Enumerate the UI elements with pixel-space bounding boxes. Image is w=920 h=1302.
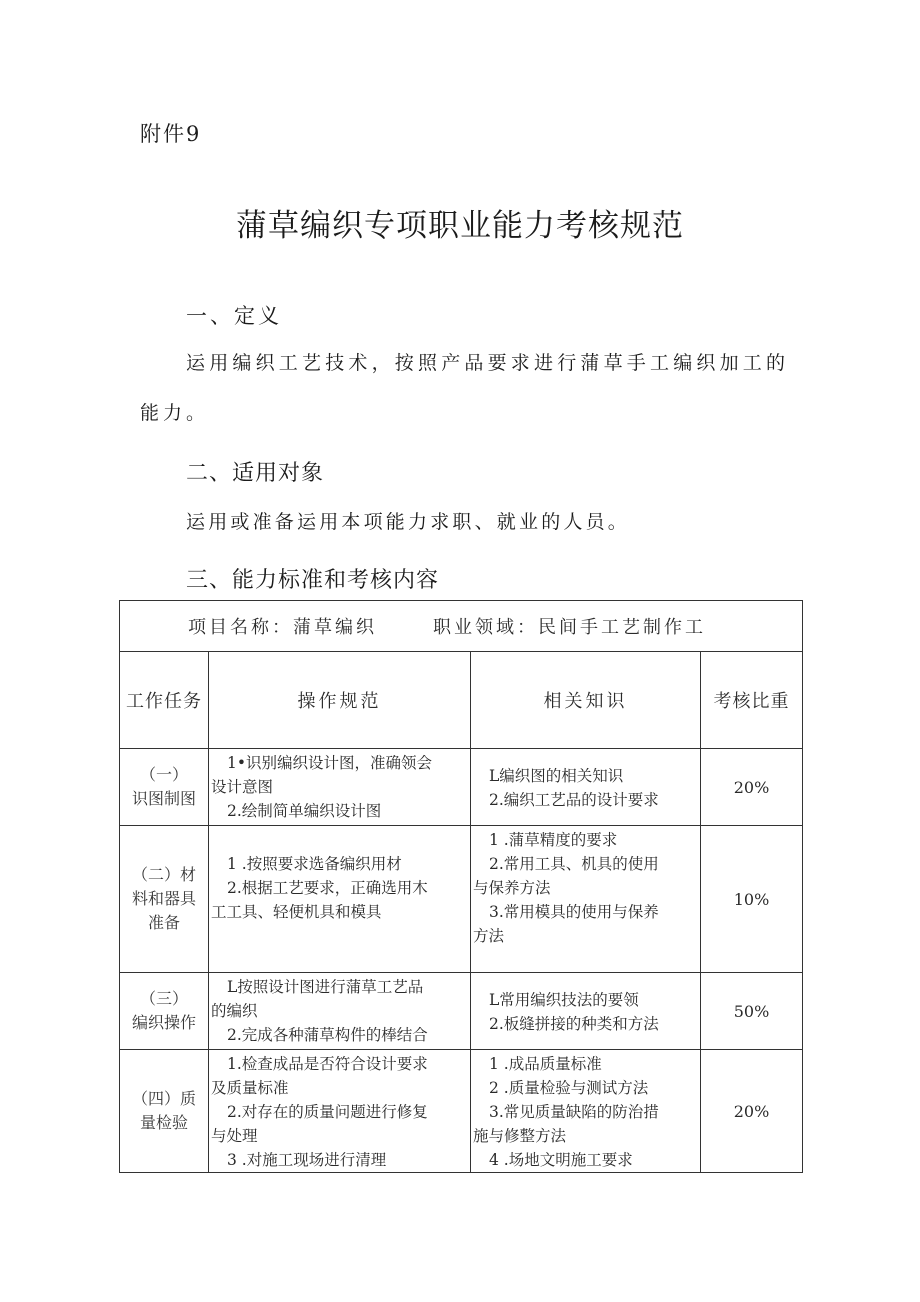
weight-cell: 20% bbox=[701, 1050, 803, 1173]
assessment-table bbox=[119, 600, 803, 1173]
section-heading-definition: 一、定义 bbox=[186, 304, 282, 328]
section-heading-standards: 三、能力标准和考核内容 bbox=[186, 568, 440, 593]
knowledge-cell: L编织图的相关知识 2.编织工艺品的设计要求 bbox=[471, 749, 701, 826]
header-weight: 考核比重 bbox=[701, 652, 803, 749]
operation-cell: L按照设计图进行蒲草工艺品 的编织 2.完成各种蒲草构件的棒结合 bbox=[209, 973, 471, 1050]
header-knowledge: 相关知识 bbox=[471, 652, 701, 749]
table-row bbox=[120, 973, 803, 1050]
operation-cell: 1•识别编织设计图，准确领会 设计意图 2.绘制简单编织设计图 bbox=[209, 749, 471, 826]
project-info-row bbox=[120, 601, 803, 652]
knowledge-cell: 1 .成品质量标准 2 .质量检验与测试方法 3.常见质量缺陷的防治措 施与修整方法 4 .场地文明施工要求 bbox=[471, 1050, 701, 1173]
occupation-field: 职业领域：民间手工艺制作工 bbox=[433, 617, 706, 638]
operation-cell: 1.检查成品是否符合设计要求 及质量标准 2.对存在的质量问题进行修复 与处理 3 .对施工现场进行清理 bbox=[209, 1050, 471, 1173]
definition-text-line2: 能力。 bbox=[140, 402, 210, 424]
weight-cell: 10% bbox=[701, 826, 803, 973]
section-heading-target: 二、适用对象 bbox=[186, 461, 325, 486]
target-text: 运用或准备运用本项能力求职、就业的人员。 bbox=[186, 511, 631, 533]
table-row bbox=[120, 749, 803, 826]
table-row bbox=[120, 826, 803, 973]
definition-text-line1: 运用编织工艺技术，按照产品要求进行蒲草手工编织加工的 bbox=[186, 352, 790, 374]
attachment-label: 附件9 bbox=[140, 122, 202, 146]
task-cell: （四）质 量检验 bbox=[120, 1050, 209, 1173]
task-cell: （三） 编织操作 bbox=[120, 973, 209, 1050]
page-title: 蒲草编织专项职业能力考核规范 bbox=[236, 208, 684, 244]
weight-cell: 20% bbox=[701, 749, 803, 826]
task-cell: （一） 识图制图 bbox=[120, 749, 209, 826]
weight-cell: 50% bbox=[701, 973, 803, 1050]
table-row bbox=[120, 1050, 803, 1173]
header-task: 工作任务 bbox=[120, 652, 209, 749]
operation-cell: 1 .按照要求选备编织用材 2.根据工艺要求，正确选用木 工工具、轻便机具和模具 bbox=[209, 826, 471, 973]
knowledge-cell: L常用编织技法的要领 2.板缝拼接的种类和方法 bbox=[471, 973, 701, 1050]
task-cell: （二）材 料和器具 准备 bbox=[120, 826, 209, 973]
knowledge-cell: 1 .蒲草精度的要求 2.常用工具、机具的使用 与保养方法 3.常用模具的使用与保养 方法 bbox=[471, 826, 701, 973]
project-name: 项目名称：蒲草编织 bbox=[188, 617, 377, 638]
header-operation: 操作规范 bbox=[209, 652, 471, 749]
